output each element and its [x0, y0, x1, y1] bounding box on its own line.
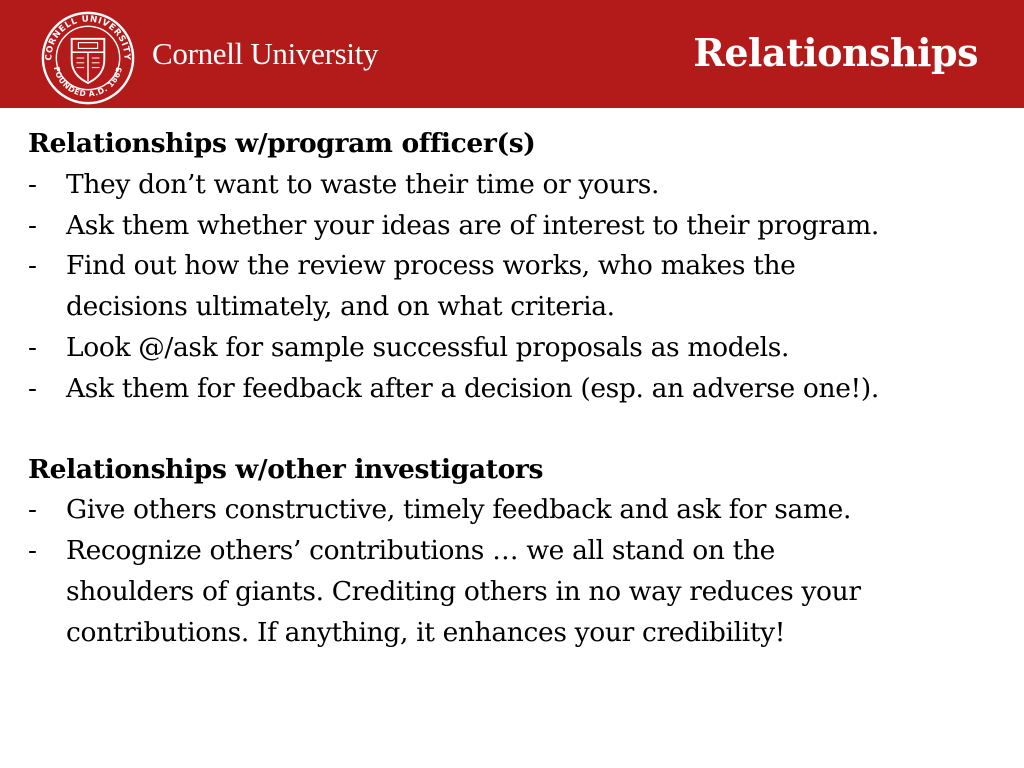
- section-heading: Relationships w/other investigators: [28, 453, 544, 485]
- bullet-text: Ask them whether your ideas are of interest to their program.: [66, 209, 879, 241]
- bullet-dash: -: [28, 250, 37, 282]
- seal-ring-text-top: CORNELL UNIVERSITY: [44, 14, 132, 61]
- bullet-text: Ask them for feedback after a decision (esp. an adverse one!).: [66, 372, 879, 404]
- bullet-item: [28, 328, 1008, 369]
- bullet-dash: -: [28, 168, 37, 200]
- section-spacer: [28, 410, 1008, 450]
- cornell-wordmark: Cornell University: [152, 36, 379, 71]
- bullet-dash: -: [28, 535, 37, 567]
- bullet-list: [28, 490, 1008, 653]
- bullet-item: [28, 490, 1008, 531]
- bullet-text: decisions ultimately, and on what criteria.: [66, 291, 615, 323]
- bullet-item: [28, 369, 1008, 410]
- bullet-text: Find out how the review process works, who makes the: [66, 250, 796, 282]
- cornell-seal-logo: [40, 10, 136, 106]
- bullet-dash: -: [28, 372, 37, 404]
- bullet-text: Look @/ask for sample successful proposals as models.: [66, 331, 790, 363]
- bullet-item: [28, 165, 1008, 206]
- section-program-officers: [28, 124, 1008, 410]
- slide-body: [28, 124, 1008, 654]
- bullet-text: Give others constructive, timely feedback and ask for same.: [66, 494, 852, 526]
- header-bar: [0, 0, 1024, 108]
- bullet-list: [28, 165, 1008, 410]
- section-heading: Relationships w/program officer(s): [28, 128, 536, 159]
- bullet-text: Recognize others’ contributions … we all stand on the: [66, 535, 776, 567]
- seal-ring-text-bottom: FOUNDED A.D. 1865: [51, 65, 125, 99]
- bullet-item: [28, 206, 1008, 247]
- bullet-text: They don’t want to waste their time or yours.: [66, 168, 660, 200]
- section-other-investigators: [28, 450, 1008, 654]
- slide-title: Relationships: [693, 30, 978, 75]
- bullet-dash: -: [28, 494, 37, 526]
- bullet-item: [28, 531, 1008, 653]
- bullet-item: [28, 246, 1008, 328]
- bullet-text: shoulders of giants. Crediting others in no way reduces your: [66, 575, 861, 607]
- bullet-dash: -: [28, 331, 37, 363]
- bullet-dash: -: [28, 209, 37, 241]
- bullet-text: contributions. If anything, it enhances your credibility!: [66, 616, 786, 648]
